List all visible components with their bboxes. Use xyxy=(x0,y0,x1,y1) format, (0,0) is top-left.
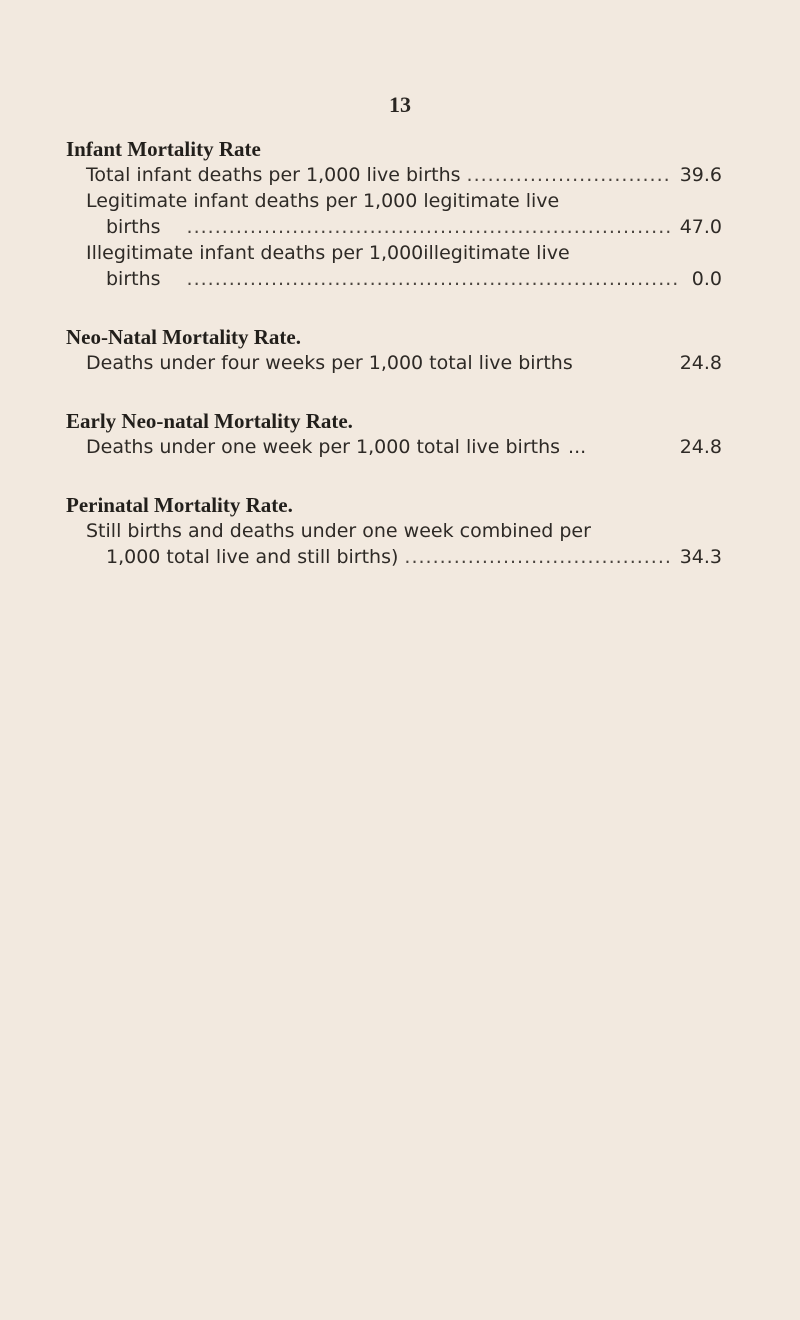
early-neonatal-mortality-section xyxy=(66,408,722,460)
illegitimate-label-continued: births xyxy=(106,268,161,290)
infant-mortality-heading: Infant Mortality Rate xyxy=(66,137,261,161)
legitimate-infant-deaths-row xyxy=(66,214,722,240)
dot-leader xyxy=(404,544,671,570)
dot-leader xyxy=(187,266,678,292)
illegitimate-infant-deaths-value: 0.0 xyxy=(691,268,722,290)
legitimate-infant-deaths-value: 47.0 xyxy=(679,216,722,238)
perinatal-mortality-section xyxy=(66,492,722,570)
early-neonatal-deaths-value: 24.8 xyxy=(679,436,722,458)
perinatal-mortality-heading: Perinatal Mortality Rate. xyxy=(66,493,293,517)
illegitimate-infant-deaths-row xyxy=(66,266,722,292)
short-dot-leader: ... xyxy=(568,436,587,458)
perinatal-label-line: Still births and deaths under one week combined per xyxy=(86,520,591,542)
neonatal-deaths-row xyxy=(66,350,722,376)
perinatal-label-continued: 1,000 total live and still births) xyxy=(106,546,399,568)
neonatal-mortality-section xyxy=(66,324,722,376)
perinatal-deaths-row xyxy=(66,544,722,570)
early-neonatal-deaths-row xyxy=(66,434,722,460)
total-infant-deaths-value: 39.6 xyxy=(679,164,722,186)
page-number: 13 xyxy=(389,92,411,117)
early-neonatal-mortality-heading: Early Neo-natal Mortality Rate. xyxy=(66,409,353,433)
infant-mortality-section xyxy=(66,136,722,292)
total-infant-deaths-label: Total infant deaths per 1,000 live births xyxy=(86,164,461,186)
neonatal-deaths-label: Deaths under four weeks per 1,000 total live births xyxy=(86,352,573,374)
neonatal-deaths-value: 24.8 xyxy=(679,352,722,374)
illegitimate-label-line: Illegitimate infant deaths per 1,000illegitimate live xyxy=(86,242,570,264)
legitimate-label-line: Legitimate infant deaths per 1,000 legitimate live xyxy=(86,190,560,212)
total-infant-deaths-row xyxy=(66,162,722,188)
neonatal-mortality-heading: Neo-Natal Mortality Rate. xyxy=(66,325,301,349)
early-neonatal-deaths-label: Deaths under one week per 1,000 total live births xyxy=(86,436,561,458)
legitimate-label-continued: births xyxy=(106,216,161,238)
perinatal-deaths-value: 34.3 xyxy=(679,546,722,568)
dot-leader xyxy=(467,162,672,188)
report-content xyxy=(66,136,722,602)
dot-leader xyxy=(187,214,672,240)
